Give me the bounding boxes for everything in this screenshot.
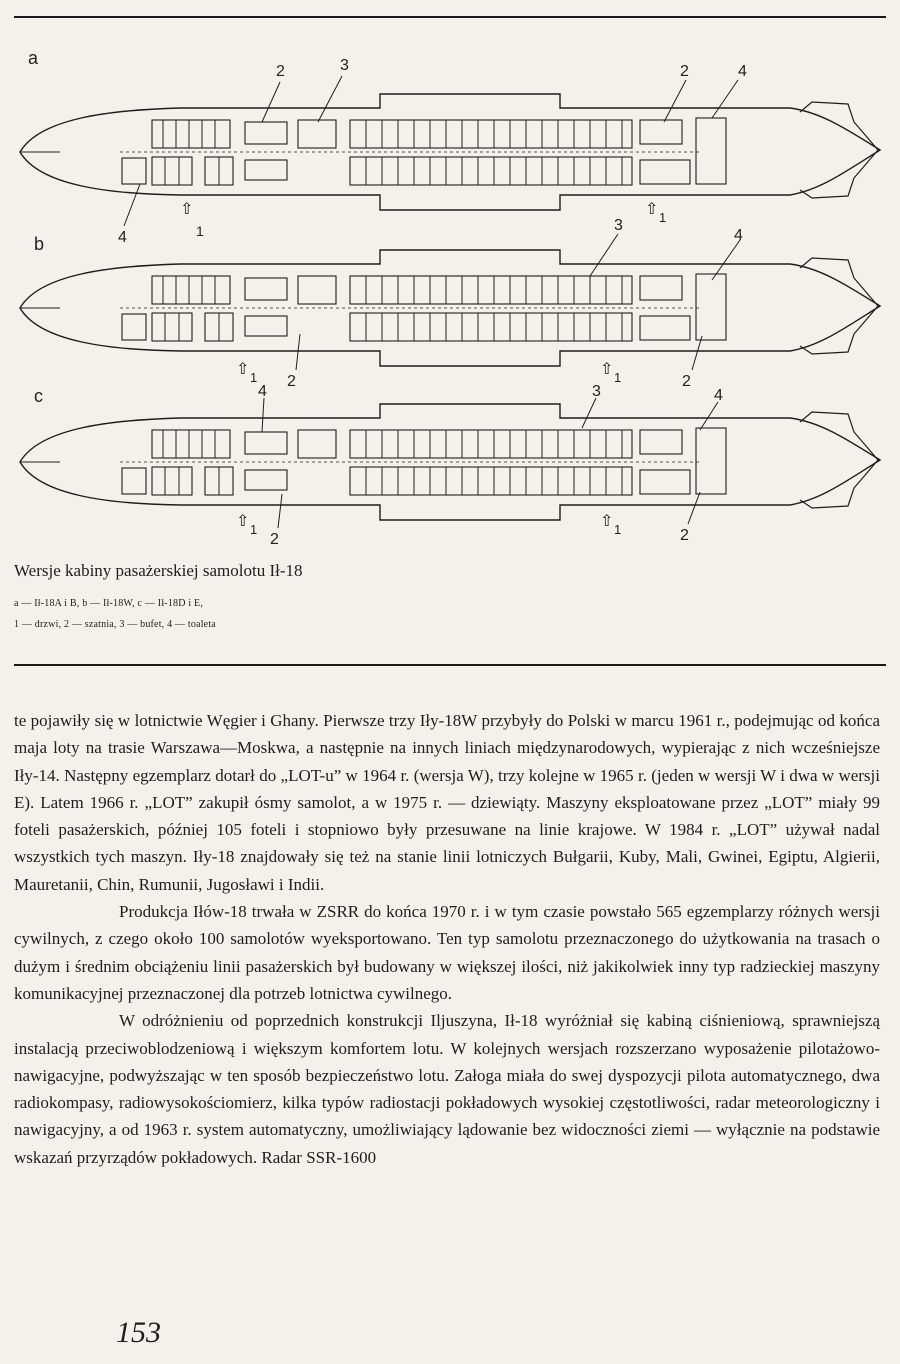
callout-toilet: 4 <box>258 383 267 400</box>
callout-wardrobe: 2 <box>276 63 285 80</box>
callout-toilet: 4 <box>714 387 723 404</box>
door-arrow-icon: ⇧ <box>600 513 614 530</box>
callout-door: 1 <box>614 370 622 385</box>
callout-door: 1 <box>250 522 258 537</box>
callout-toilet: 4 <box>738 63 747 80</box>
callout-toilet: 4 <box>118 229 127 246</box>
body-text <box>14 707 880 1171</box>
paragraph: Produkcja Iłów-18 trwała w ZSRR do końca 1970 r. i w tym czasie powstało 565 egzemplarzy różnych wersji cywilnych, z czego około 100 samolotów wyeksportowano. Ten typ samolotu przeznaczonego do użytkowania na trasach o dużym i średnim obciążeniu linii pasażerskich był budowany w większej ilości, niż jakikolwiek inny typ radzieckiej maszyny komunikacyjnej przeznaczonej dla potrzeb lotnictwa cywilnego. <box>14 902 880 1003</box>
callout-wardrobe: 2 <box>680 63 689 80</box>
door-arrow-icon: ⇧ <box>236 513 250 530</box>
callout-wardrobe: 2 <box>682 373 691 390</box>
callout-wardrobe: 2 <box>680 527 689 544</box>
callout-door: 1 <box>250 370 258 385</box>
door-arrow-icon: ⇧ <box>645 201 659 218</box>
panel-letter-c: c <box>34 386 43 406</box>
caption-bottom-rule <box>14 664 886 666</box>
page-number: 153 <box>116 1316 161 1349</box>
callout-door: 1 <box>196 223 204 239</box>
paragraph: W odróżnieniu od poprzednich konstrukcji Iljuszyna, Ił-18 wyróżniał się kabiną ciśnieniową, sprawniejszą instalacją przeciwoblodzeniową i większym komfortem lotu. W kolejnych wersjach rozszerzano wyposażenie pilotażowo-nawigacyjne, podwyższając w ten sposób bezpieczeństwo lotu. Załoga miała do swej dyspozycji pilota automatycznego, dwa radiokompasy, radiowysokościomierz, kilka typów radiostacji pokładowych wysokiej częstotliwości, radar meteorologiczny i nawigacyjny, a od 1963 r. system automatyczny, umożliwiający lądowanie bez widoczności ziemi — wyłącznie na podstawie wskazań przyrządów pokładowych. Radar SSR-1600 <box>14 1011 880 1167</box>
door-arrow-icon: ⇧ <box>600 361 614 378</box>
cabin-layout-diagram <box>0 0 900 560</box>
paragraph: te pojawiły się w lotnictwie Węgier i Ghany. Pierwsze trzy Iły-18W przybyły do Polski w marcu 1961 r., podejmując od końca maja loty na trasie Warszawa—Moskwa, a następnie na innych liniach międzynarodowych, wypierając z nich wcześniejsze Iły-14. Następny egzemplarz dotarł do „LOT-u” w 1964 r. (wersja W), trzy kolejne w 1965 r. (jeden w wersji W i dwa w wersji E). Latem 1966 r. „LOT” zakupił ósmy samolot, a w 1975 r. — dziewiąty. Maszyny eksploatowane przez „LOT” miały 99 foteli pasażerskich, później 105 foteli i stopniowo były przesuwane na linie krajowe. W 1984 r. „LOT” używał nadal wszystkich tych maszyn. Iły-18 znajdowały się też na stanie linii lotniczych Bułgarii, Kuby, Mali, Gwinei, Egiptu, Algierii, Mauretanii, Chin, Rumunii, Jugosławi i Indii. <box>14 711 880 894</box>
cabin-variant-a <box>20 48 880 246</box>
figure-caption-versions: a — Ił-18A i B, b — Ił-18W, c — Ił-18D i E, <box>14 598 204 609</box>
panel-letter-b: b <box>34 234 45 254</box>
cabin-variant-c <box>20 383 880 548</box>
door-arrow-icon: ⇧ <box>180 201 194 218</box>
figure-caption-legend: 1 — drzwi, 2 — szatnia, 3 — bufet, 4 — toaleta <box>14 619 216 630</box>
door-arrow-icon: ⇧ <box>236 361 250 378</box>
callout-door: 1 <box>614 522 622 537</box>
figure-caption-title: Wersje kabiny pasażerskiej samolotu Ił-18 <box>14 561 303 580</box>
cabin-variant-b <box>20 217 880 390</box>
callout-wardrobe: 2 <box>270 531 279 548</box>
callout-buffet: 3 <box>614 217 623 234</box>
panel-letter-a: a <box>28 48 39 68</box>
callout-buffet: 3 <box>340 57 349 74</box>
callout-buffet: 3 <box>592 383 601 400</box>
callout-door: 1 <box>659 210 667 225</box>
callout-toilet: 4 <box>734 227 743 244</box>
callout-wardrobe: 2 <box>287 373 296 390</box>
